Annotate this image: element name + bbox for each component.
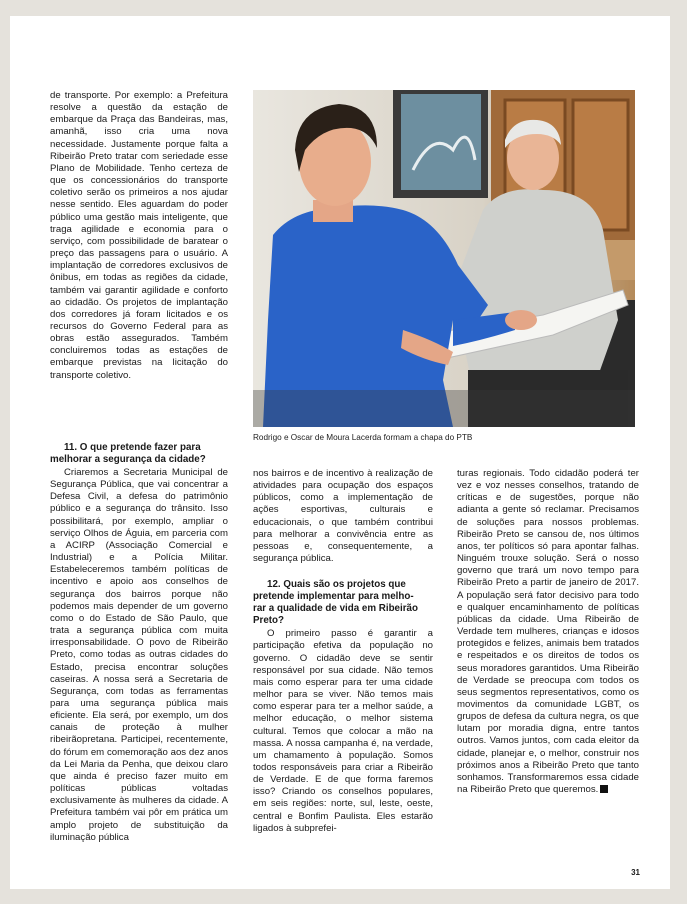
question-line: melhorar a segurança da cidade? xyxy=(50,454,206,465)
end-of-article-icon xyxy=(600,785,608,793)
paragraph-text: turas regionais. Todo cidadão poderá ter vez e voz nesses conselhos, tratando de críticas e de sugestões, porque não adianta a gente só reclamar. Precisamos de soluções para nossos problemas. Ribeirão Preto se cansou de, nos últimos anos, ter políticos só para apontar falhas. Ninguém trouxe solução. Será o nosso governo que trará um novo tempo para Ribeirão Preto a partir de janeiro de 2017. A população será fator decisivo para todo e qualquer encaminhamento de políticas públicas da cidade. Uma Ribeirão de Verdade tem mulheres, crianças e idosos protegidos e felizes, animais bem tratados e respeitados e os direitos de todos os seus moradores garantidos. Uma Ribeirão de Verdade se preocupa com todos os seus segmentos representativos, como os movimentos da comunidade LGBT, os grupos de defesa da cultura negra, os que lutam por moradia digna, entre tantos outros. Vamos juntos, com cada eleitor da cidade, planejar e, o melhor, construir nos próximos anos a Ribeirão Preto que tanto sonhamos. Transformaremos essa cidade na Ribeirão Preto que queremos. xyxy=(457,468,639,796)
question-line: 11. O que pretende fazer para xyxy=(64,442,201,453)
question-11-heading xyxy=(50,442,228,466)
question-line: rar a qualidade de vida em Ribeirão xyxy=(253,603,418,615)
paragraph: nos bairros e de incentivo à realização de atividades para ocupação dos espaços públicos, como a implementação de ações esportivas, culturais e educacionais, o que também contribui para melhorar a convivência entre as pessoas e, consequentemente, a segurança pública. xyxy=(253,468,433,565)
paragraph: Criaremos a Secretaria Municipal de Segurança Pública, que vai concentrar a Defesa Civil, a defesa do patrimônio público e a segurança do trânsito. Isso possibilitará, por exemplo, ampliar o serviço Olhos de Águia, em parceria com a ACIRP (Associação Comercial e Industrial) e a Polícia Militar. Estabeleceremos também políticas de incentivo e apoio aos conselhos de segurança dos bairros porque não podemos mais depender de um governo como o do Estado de São Paulo, que trata a segurança pública com muita irresponsabilidade. O povo de Ribeirão Preto, como todas as outras cidades do Estado, precisa encontrar soluções caseiras. A nossa será a Secretaria de Segurança, com todas as ferramentas para uma segurança pública mais eficiente. Ela será, por exemplo, um dos canais de proteção à mulher ribeirãopretana. Participei, recentemente, do fórum em comemoração aos dez anos da Lei Maria da Penha, que deixou claro que ainda é preciso fazer muito em políticas públicas voltadas exclusivamente às mulheres da cidade. A Prefeitura também vai pôr em prática um amplo projeto de substituição da iluminação pública xyxy=(50,467,228,843)
column-1-top xyxy=(50,90,228,382)
paragraph: O primeiro passo é garantir a participação efetiva da população no governo. O cidadão deve se sentir responsável por sua cidade. Não temos mais como esperar para ter uma cidade melhor para se viver. Não temos mais como esperar para ter a melhor saúde, a melhor educação, o melhor sistema cultural. Temos que colocar a mão na massa. A nossa campanha é, na verdade, um chamamento à população. Somos todos responsáveis para criar a Ribeirão de Verdade. E de que forma faremos isso? Criando os conselhos populares, em seis regiões: norte, sul, leste, oeste, central e Bonfim Paulista. Eles estarão ligados à subprefei- xyxy=(253,628,433,834)
photo-rodrigo-and-oscar xyxy=(253,90,635,427)
paragraph xyxy=(457,468,639,796)
column-1-bottom xyxy=(50,428,228,844)
question-line: 12. Quais são os projetos que xyxy=(267,579,406,591)
photo-illustration xyxy=(253,90,635,427)
question-line: pretende implementar para melho- xyxy=(253,591,414,603)
magazine-page xyxy=(10,16,670,889)
photo-caption: Rodrigo e Oscar de Moura Lacerda formam a chapa do PTB xyxy=(253,433,473,442)
column-3 xyxy=(457,468,639,796)
question-line: Preto? xyxy=(253,615,285,627)
page-number: 31 xyxy=(631,868,640,877)
paragraph: de transporte. Por exemplo: a Prefeitura resolve a questão da estação de embarque da Praça das Bandeiras, mas, amanhã, isso cria uma nova necessidade. Justamente porque falta a Ribeirão Preto tratar com seriedade esse Plano de Mobilidade. Tenho certeza de que os concessionários do transporte coletivo serão os primeiros a nos ajudar nesse sentido. Eles aguardam do poder público uma gestão mais inteligente, que traga agilidade e economia para o serviço, com possibilidade de baratear o preço das passagens para o usuário. A implantação de corredores exclusivos de ônibus, em todas as regiões da cidade, também vai garantir agilidade e conforto ao cidadão. Os projetos de implantação dos corredores já foram licitados e os recursos do Governo Federal para as obras estão assegurados. Também concluiremos todas as estações de embarque previstas na licitação do transporte coletivo. xyxy=(50,90,228,381)
question-12-heading xyxy=(253,579,433,627)
column-2 xyxy=(253,468,433,835)
